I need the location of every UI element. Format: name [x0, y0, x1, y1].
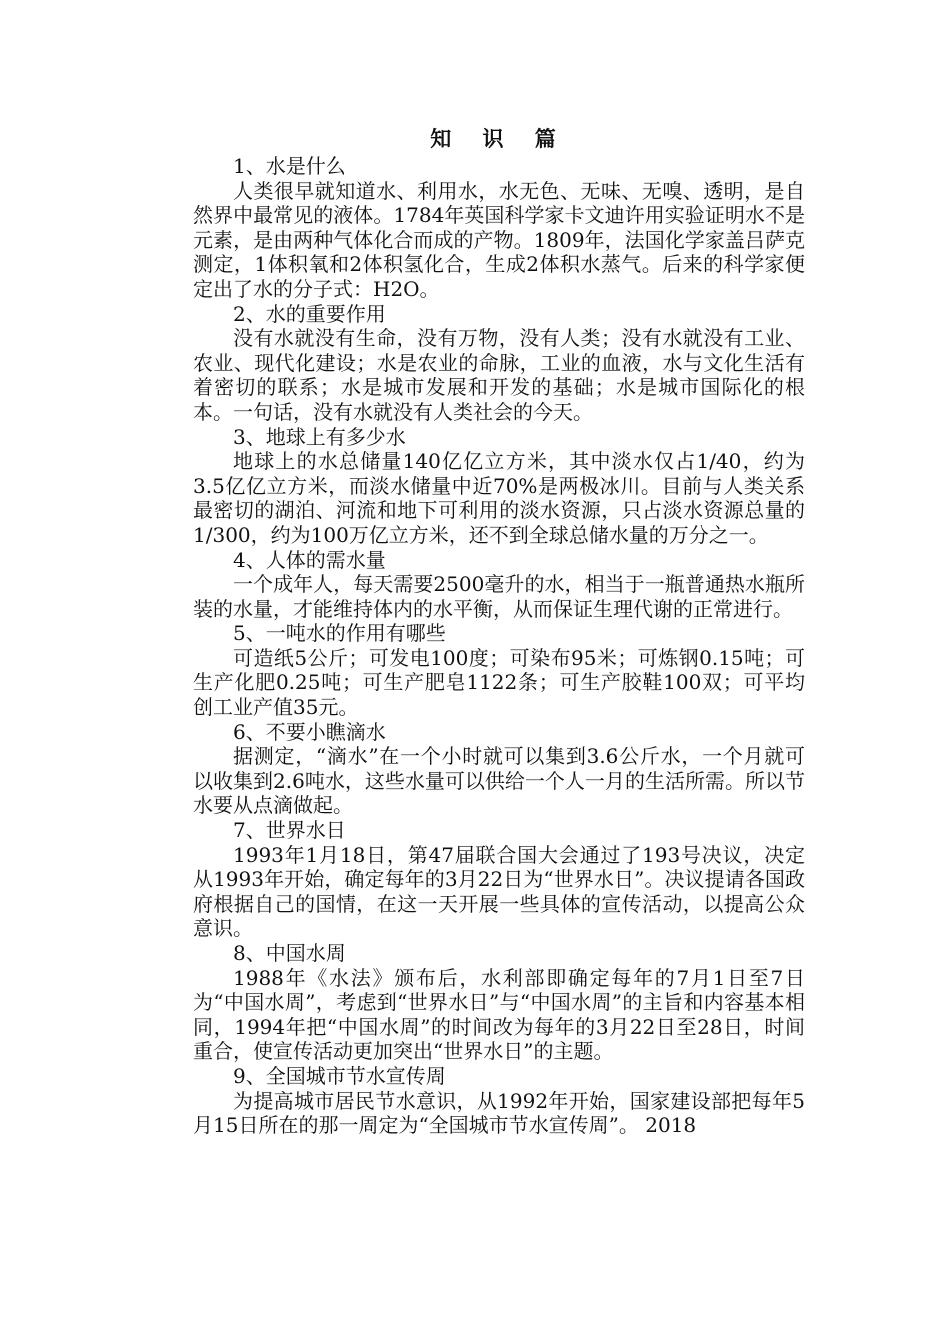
section-body: 人类很早就知道水、利用水，水无色、无味、无嗅、透明，是自然界中最常见的液体。1784年英国科学家卡文迪许用实验证明水不是元素，是由两种气体化合而成的产物。1809年，法国化学家盖吕萨克测定，1体积氧和2体积氢化合，生成2体积水蒸气。后来的科学家便定出了水的分子式：H2O。	[193, 178, 805, 301]
section-1	[193, 154, 805, 302]
section-body: 据测定，“滴水”在一个小时就可以集到3.6公斤水，一个月就可以收集到2.6吨水，这些水量可以供给一个人一月的生活所需。所以节水要从点滴做起。	[193, 744, 805, 818]
section-9	[193, 1064, 805, 1138]
section-heading: 4、人体的需水量	[233, 547, 386, 572]
section-heading: 5、一吨水的作用有哪些	[233, 621, 446, 646]
section-heading: 8、中国水周	[233, 941, 346, 965]
section-5	[193, 621, 805, 719]
section-3	[193, 425, 805, 548]
section-heading: 1、水是什么	[233, 154, 346, 178]
section-body: 为提高城市居民节水意识，从1992年开始，国家建设部把每年5月15日所在的那一周定为“全国城市节水宣传周”。 2018	[193, 1088, 805, 1138]
section-7	[193, 818, 805, 941]
section-body: 1993年1月18日，第47届联合国大会通过了193号决议，决定从1993年开始，确定每年的3月22日为“世界水日”。决议提请各国政府根据自己的国情，在这一天开展一些具体的宣传活动，以提高公众意识。	[193, 842, 805, 941]
section-body: 一个成年人，每天需要2500毫升的水，相当于一瓶普通热水瓶所装的水量，才能维持体内的水平衡，从而保证生理代谢的正常进行。	[193, 572, 805, 621]
document-page	[193, 124, 805, 1138]
section-heading: 7、世界水日	[233, 818, 346, 843]
section-body: 没有水就没有生命，没有万物，没有人类；没有水就没有工业、农业、现代化建设；水是农业的命脉，工业的血液，水与文化生活有着密切的联系；水是城市发展和开发的基础；水是城市国际化的根本。一句话，没有水就没有人类社会的今天。	[193, 326, 805, 424]
section-6	[193, 720, 805, 818]
section-body: 1988年《水法》颁布后，水利部即确定每年的7月1日至7日为“中国水周”，考虑到“世界水日”与“中国水周”的主旨和内容基本相同，1994年把“中国水周”的时间改为每年的3月22日至28日，时间重合，使宣传活动更加突出“世界水日”的主题。	[193, 965, 805, 1064]
section-4	[193, 548, 805, 622]
section-heading: 9、全国城市节水宣传周	[233, 1063, 446, 1088]
section-8	[193, 941, 805, 1064]
section-heading: 2、水的重要作用	[233, 301, 386, 326]
section-2	[193, 302, 805, 425]
page-title: 知 识 篇	[430, 126, 568, 151]
section-body: 地球上的水总储量140亿亿立方米，其中淡水仅占1/40，约为3.5亿亿立方米，而淡水储量中近70%是两极冰川。目前与人类关系最密切的湖泊、河流和地下可利用的淡水资源，只占淡水资源总量的1/300，约为100万亿立方米，还不到全球总储水量的万分之一。	[193, 449, 805, 547]
section-heading: 6、不要小瞧滴水	[233, 719, 386, 744]
section-heading: 3、地球上有多少水	[233, 424, 406, 449]
section-body: 可造纸5公斤；可发电100度；可染布95米；可炼钢0.15吨；可生产化肥0.25吨；可生产肥皂1122条；可生产胶鞋100双；可平均创工业产值35元。	[193, 645, 805, 720]
